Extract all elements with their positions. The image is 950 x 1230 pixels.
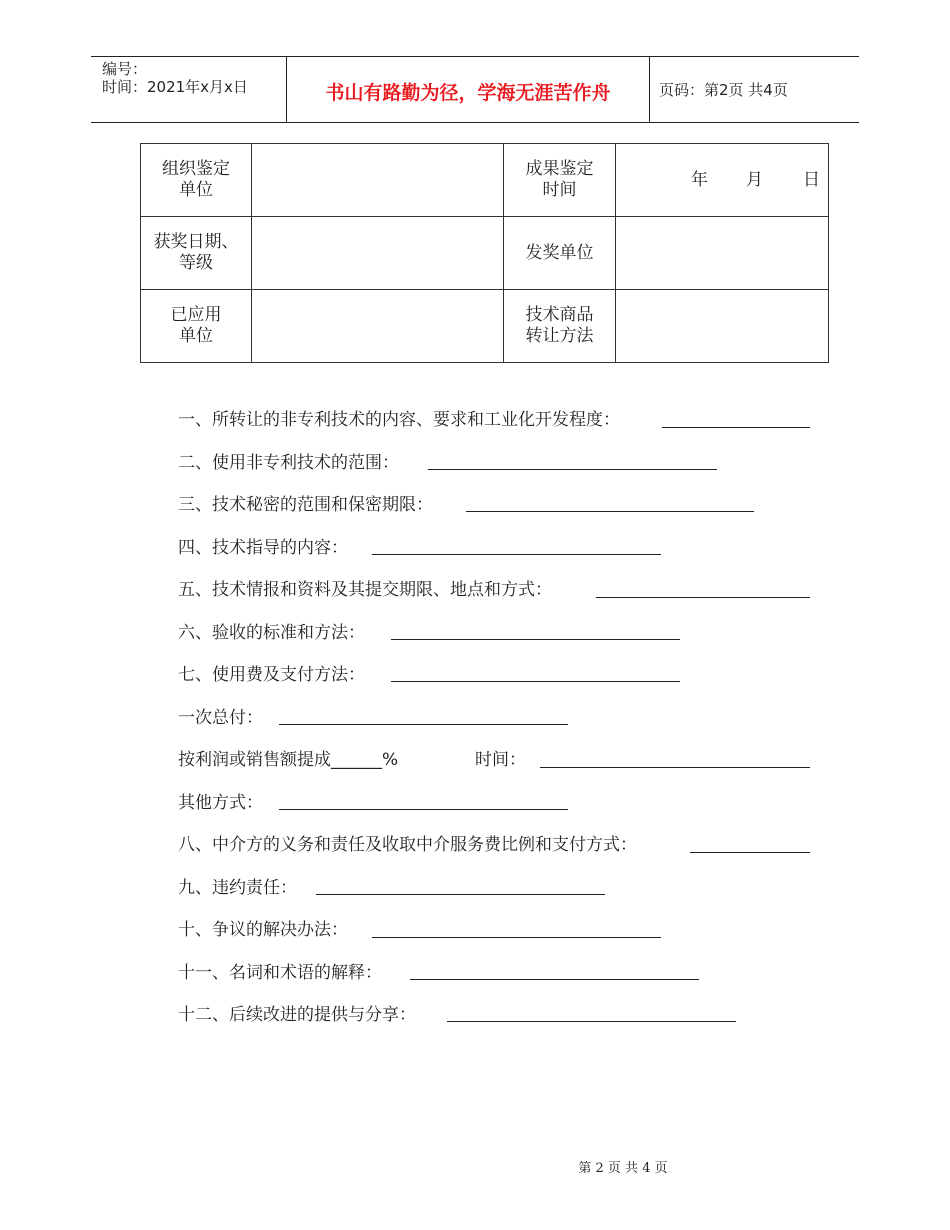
label-award-issuer: 发奖单位 xyxy=(504,217,616,290)
date-year-label: 年 xyxy=(691,169,708,190)
clause-5-blank[interactable] xyxy=(596,597,810,598)
document-time-label: 时间：2021年x月x日 xyxy=(102,78,248,96)
header-bottom-rule xyxy=(91,122,859,123)
clause-8-label: 八、中介方的义务和责任及收取中介服务费比例和支付方式： xyxy=(178,835,637,855)
royalty-percent-label: 按利润或销售额提成______% xyxy=(178,750,399,770)
table-row xyxy=(141,217,829,290)
clause-5-label: 五、技术情报和资料及其提交期限、地点和方式： xyxy=(178,580,552,600)
value-appraisal-org[interactable] xyxy=(252,144,504,217)
clause-6-label: 六、验收的标准和方法： xyxy=(178,623,365,643)
label-award-date-level: 获奖日期、 等级 xyxy=(141,217,252,290)
date-month-label: 月 xyxy=(746,169,763,190)
value-transfer-method[interactable] xyxy=(616,290,829,363)
label-appraisal-org: 组织鉴定 单位 xyxy=(141,144,252,217)
value-award-issuer[interactable] xyxy=(616,217,829,290)
other-method-label: 其他方式： xyxy=(178,793,263,813)
page-footer: 第 2 页 共 4 页 xyxy=(578,1161,668,1176)
clause-8-blank[interactable] xyxy=(690,852,810,853)
value-applied-units[interactable] xyxy=(252,290,504,363)
table-row xyxy=(141,290,829,363)
clause-6-blank[interactable] xyxy=(391,639,680,640)
clause-11-label: 十一、名词和术语的解释： xyxy=(178,963,382,983)
clause-1-blank[interactable] xyxy=(662,427,810,428)
value-award-date-level[interactable] xyxy=(252,217,504,290)
document-number-label: 编号： xyxy=(102,60,148,78)
clause-3-label: 三、技术秘密的范围和保密期限： xyxy=(178,495,433,515)
clause-9-blank[interactable] xyxy=(316,894,605,895)
clause-2-blank[interactable] xyxy=(428,469,717,470)
royalty-time-label: 时间： xyxy=(475,750,526,770)
lump-sum-label: 一次总付： xyxy=(178,708,263,728)
header-top-rule xyxy=(91,56,859,57)
lump-sum-blank[interactable] xyxy=(279,724,568,725)
label-appraisal-time: 成果鉴定 时间 xyxy=(504,144,616,217)
header-divider-right xyxy=(649,57,650,122)
clause-12-blank[interactable] xyxy=(447,1021,736,1022)
clause-2-label: 二、使用非专利技术的范围： xyxy=(178,453,399,473)
clause-12-label: 十二、后续改进的提供与分享： xyxy=(178,1005,416,1025)
page-indicator: 页码：第2页 共4页 xyxy=(659,81,788,99)
value-appraisal-date[interactable] xyxy=(616,144,829,217)
clause-10-label: 十、争议的解决办法： xyxy=(178,920,348,940)
royalty-time-blank[interactable] xyxy=(540,767,810,768)
clause-1-label: 一、所转让的非专利技术的内容、要求和工业化开发程度： xyxy=(178,410,620,430)
clause-3-blank[interactable] xyxy=(466,511,754,512)
header-motto: 书山有路勤为径，学海无涯苦作舟 xyxy=(325,82,611,104)
table-row xyxy=(141,144,829,217)
clause-10-blank[interactable] xyxy=(372,937,661,938)
clause-7-label: 七、使用费及支付方法： xyxy=(178,665,365,685)
clause-11-blank[interactable] xyxy=(410,979,699,980)
clause-4-blank[interactable] xyxy=(372,554,661,555)
clause-4-label: 四、技术指导的内容： xyxy=(178,538,348,558)
clause-9-label: 九、违约责任： xyxy=(178,878,297,898)
date-day-label: 日 xyxy=(803,169,820,190)
label-applied-units: 已应用 单位 xyxy=(141,290,252,363)
other-method-blank[interactable] xyxy=(279,809,568,810)
achievement-info-table xyxy=(140,143,829,363)
label-transfer-method: 技术商品 转让方法 xyxy=(504,290,616,363)
clause-7-blank[interactable] xyxy=(391,681,680,682)
